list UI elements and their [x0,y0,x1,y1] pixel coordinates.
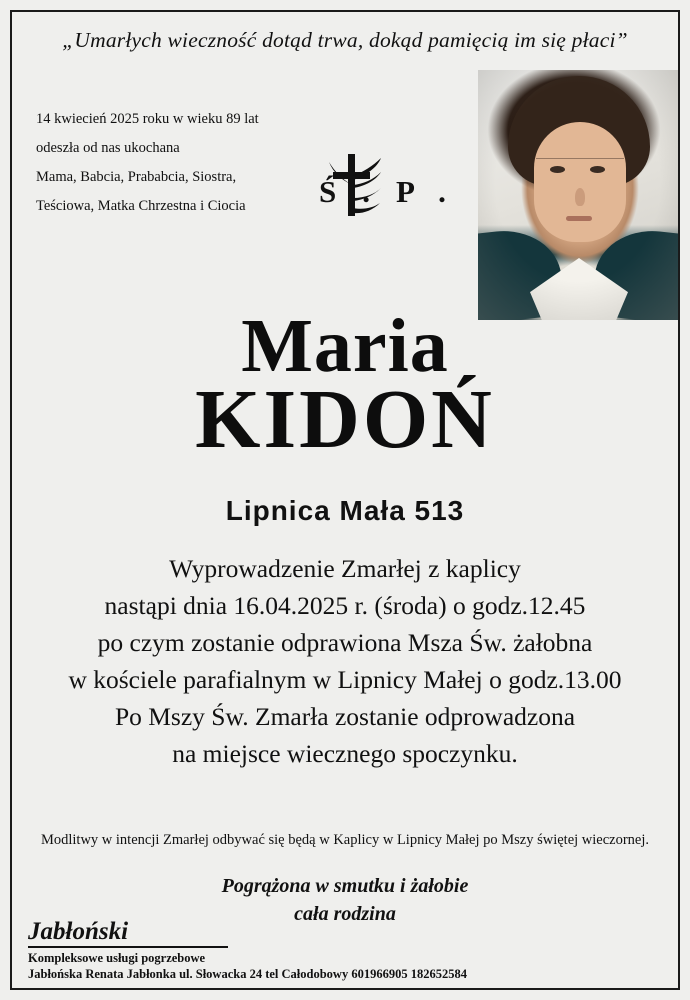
prayer-note: Modlitwy w intencji Zmarłej odbywać się będą w Kaplicy w Lipnicy Małej po Mszy świętej wieczornej. [40,832,650,848]
intro-line-4: Teściowa, Matka Chrzestna i Ciocia [36,198,246,214]
footer [28,919,662,982]
sp-letter-left: Ś. [319,174,396,209]
photo-vignette [478,70,678,320]
company-logo: Jabłoński [28,917,129,945]
ceremony-block [0,550,690,772]
ceremony-line-3: po czym zostanie odprawiona Msza Św. żałobna [97,628,593,657]
deceased-last-name: KIDOŃ [195,373,495,466]
company-contact: Jabłońska Renata Jabłonka ul. Słowacka 24 tel Całodobowy 601966905 182652584 [28,967,467,981]
intro-block [36,105,296,221]
deceased-address: Lipnica Mała 513 [225,495,465,526]
footer-divider [28,946,228,948]
portrait-image [478,70,678,320]
family-line-2: cała rodzina [294,903,396,925]
portrait-photo [478,70,678,320]
ceremony-line-4: w kościele parafialnym w Lipnicy Małej o godz.13.00 [68,665,622,694]
company-services: Kompleksowe usługi pogrzebowe [28,951,206,965]
sp-letters [293,174,472,210]
sp-emblem [293,150,472,230]
ceremony-line-2: nastąpi dnia 16.04.2025 r. (środa) o godz.12.45 [104,591,586,620]
ceremony-line-5: Po Mszy Św. Zmarła zostanie odprowadzona [114,702,576,731]
ceremony-line-6: na miejsce wiecznego spoczynku. [172,739,518,768]
ceremony-line-1: Wyprowadzenie Zmarłej z kaplicy [169,554,521,583]
sp-letter-right: P. [396,174,472,209]
deceased-first-name: Maria [241,304,449,388]
motto-text: „Umarłych wieczność dotąd trwa, dokąd pamięcią im się płaci” [62,28,628,52]
intro-line-3: Mama, Babcia, Prababcia, Siostra, [36,169,237,185]
family-line-1: Pogrążona w smutku i żałobie [221,875,469,897]
intro-line-2: odeszła od nas ukochana [36,140,180,156]
intro-line-1: 14 kwiecień 2025 roku w wieku 89 lat [36,111,259,127]
